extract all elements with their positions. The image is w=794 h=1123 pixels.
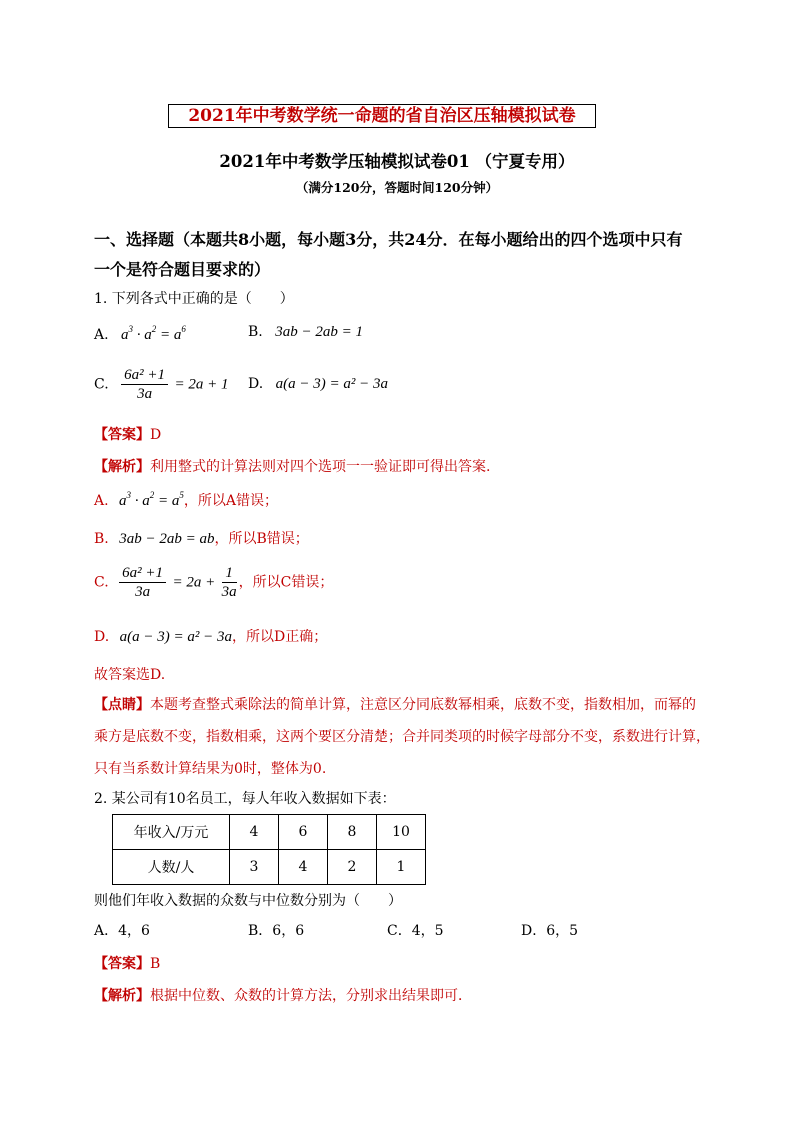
q1-option-d-label: D. [248, 376, 264, 392]
q1-option-a [94, 324, 186, 344]
table-row-label: 年收入/万元 [113, 815, 230, 850]
q1-comment-line2: 乘方是底数不变，指数相乘，这两个要区分清楚；合并同类项的时候字母部分不变，系数进行计算， [94, 729, 710, 745]
q1-solution-c-mid: = 2a + [172, 574, 216, 591]
income-table [112, 814, 426, 885]
q1-solution-d [94, 626, 327, 646]
q2-option-b: B．6，6 [248, 923, 305, 939]
q1-solution-c-fraction2 [222, 564, 237, 601]
table-cell: 6 [279, 815, 328, 850]
q1-option-c-label: C. [94, 376, 109, 393]
q1-analysis-text: 利用整式的计算法则对四个选项一一验证即可得出答案. [150, 459, 491, 475]
q1-solution-c-denominator: 3a [135, 584, 151, 600]
q2-answer-value: B [150, 956, 161, 972]
table-cell: 10 [377, 815, 426, 850]
section-heading-line2: 一个是符合题目要求的） [94, 260, 271, 279]
q1-option-b-expr: 3ab − 2ab = 1 [275, 324, 363, 340]
q1-option-b-label: B. [248, 324, 263, 340]
q1-solution-b-text: ，所以B错误； [214, 531, 309, 547]
q1-solution-d-label: D. [94, 629, 110, 645]
q1-option-d [248, 376, 388, 393]
answer-tag: 【答案】 [94, 427, 150, 443]
section-heading-line1: 一、选择题（本题共8小题，每小题3分，共24分．在每小题给出的四个选项中只有 [94, 230, 683, 249]
exam-series-banner: 2021年中考数学统一命题的省自治区压轴模拟试卷 [168, 104, 596, 128]
q1-answer-value: D [150, 427, 162, 443]
q1-comment-line3: 只有当系数计算结果为0时，整体为0. [94, 761, 327, 777]
table-row [113, 815, 426, 850]
q1-option-d-expr: a(a − 3) = a² − 3a [275, 376, 388, 392]
table-cell: 8 [328, 815, 377, 850]
q1-conclusion: 故答案选D. [94, 667, 166, 683]
q1-comment-text1: 本题考查整式乘除法的简单计算，注意区分同底数幂相乘，底数不变，指数相加，而幂的 [150, 697, 696, 713]
table-cell: 2 [328, 850, 377, 885]
q2-stem: 2. 某公司有10名员工，每人年收入数据如下表： [94, 791, 396, 807]
q1-option-c-denominator: 3a [137, 386, 153, 402]
q1-stem: 1. 下列各式中正确的是（ ） [94, 291, 294, 307]
q1-solution-c-numerator: 6a² +1 [119, 564, 166, 583]
q1-solution-b-expr: 3ab − 2ab = ab [119, 531, 215, 547]
q1-solution-a-label: A. [94, 493, 109, 509]
q1-analysis [94, 456, 490, 476]
table-cell: 1 [377, 850, 426, 885]
q2-answer [94, 953, 160, 973]
table-cell: 4 [279, 850, 328, 885]
table-row [113, 850, 426, 885]
q1-answer [94, 424, 161, 444]
q1-option-c-fraction [121, 366, 168, 403]
table-row-label: 人数/人 [113, 850, 230, 885]
q1-solution-c-label: C. [94, 574, 109, 591]
q1-option-b [248, 324, 363, 341]
q1-solution-a-expr: $a^3 \cdot a^2 = a^5$ [119, 490, 184, 509]
table-cell: 4 [230, 815, 279, 850]
q1-solution-c [94, 564, 333, 601]
analysis-tag: 【解析】 [94, 988, 150, 1004]
q2-option-c: C．4，5 [387, 923, 444, 939]
q1-solution-b-label: B. [94, 531, 109, 547]
q2-question: 则他们年收入数据的众数与中位数分别为（ ） [94, 893, 402, 909]
q1-option-c-numerator: 6a² +1 [121, 366, 168, 385]
analysis-tag: 【解析】 [94, 459, 150, 475]
q2-option-d: D．6，5 [521, 923, 579, 939]
answer-tag: 【答案】 [94, 956, 150, 972]
paper-title: 2021年中考数学压轴模拟试卷01 （宁夏专用） [219, 152, 575, 171]
q2-analysis [94, 985, 472, 1005]
comment-tag: 【点睛】 [94, 697, 150, 713]
q1-solution-a-text: ，所以A错误； [183, 493, 279, 509]
q1-solution-d-expr: a(a − 3) = a² − 3a [119, 629, 232, 645]
table-cell: 3 [230, 850, 279, 885]
q1-solution-d-text: ，所以D正确； [232, 629, 328, 645]
q1-solution-c-denominator2: 3a [221, 584, 237, 600]
q2-analysis-text: 根据中位数、众数的计算方法，分别求出结果即可． [150, 988, 472, 1004]
q1-comment-line1 [94, 694, 696, 714]
q1-solution-a [94, 490, 278, 510]
q1-option-c [94, 366, 228, 403]
q1-solution-c-numerator2: 1 [222, 564, 237, 583]
paper-subtitle: （满分120分，答题时间120分钟） [295, 180, 499, 195]
q1-option-a-expr: $a^3 \cdot a^2 = a^6$ [121, 324, 186, 343]
q1-option-a-label: A. [94, 327, 109, 343]
q1-option-c-rhs: = 2a + 1 [174, 376, 229, 393]
q1-solution-c-fraction [119, 564, 166, 601]
q2-option-a: A．4，6 [94, 923, 150, 939]
q1-solution-b [94, 528, 309, 548]
q1-solution-c-text: ，所以C错误； [238, 574, 334, 591]
